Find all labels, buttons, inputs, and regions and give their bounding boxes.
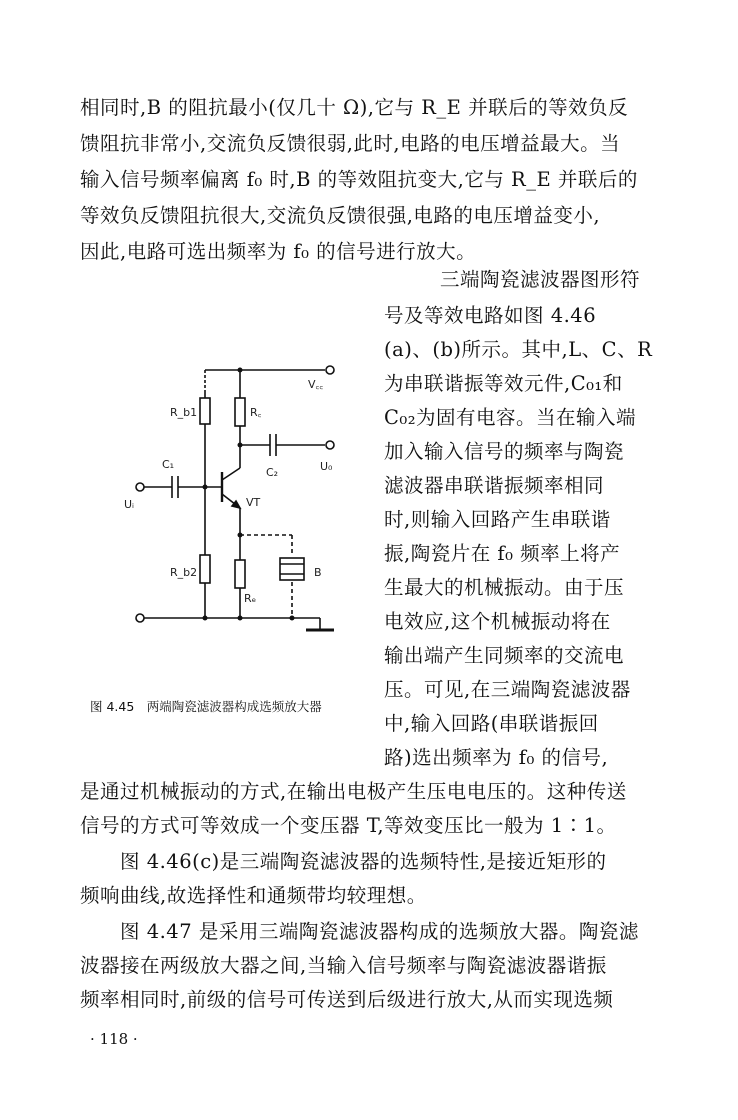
- label-b: B: [314, 566, 322, 579]
- label-ui: Uᵢ: [124, 498, 135, 511]
- label-c2: C₂: [266, 466, 279, 479]
- text-line: 加入输入信号的频率与陶瓷: [384, 440, 625, 463]
- label-uo: U₀: [320, 460, 333, 473]
- circuit-diagram: [110, 350, 370, 650]
- label-vt: VT: [246, 496, 261, 509]
- resistor-re: [235, 560, 245, 588]
- transistor-collector: [222, 468, 240, 480]
- text-line: 波器接在两级放大器之间,当输入信号频率与陶瓷滤波器谐振: [80, 954, 607, 977]
- figure-caption: 图 4.45 两端陶瓷滤波器构成选频放大器: [90, 699, 322, 714]
- text-line: 图 4.47 是采用三端陶瓷滤波器构成的选频放大器。陶瓷滤: [120, 920, 639, 943]
- text-line: 相同时,B 的阻抗最小(仅几十 Ω),它与 R_E 并联后的等效负反: [80, 96, 629, 119]
- ceramic-filter-b: [280, 558, 304, 580]
- text-line: 电效应,这个机械振动将在: [384, 610, 611, 633]
- resistor-rb2: [200, 555, 210, 583]
- text-line: 为串联谐振等效元件,C₀₁和: [384, 372, 623, 395]
- text-line: 压。可见,在三端陶瓷滤波器: [384, 678, 631, 701]
- text-line: 路)选出频率为 f₀ 的信号,: [384, 746, 609, 769]
- text-line: 三端陶瓷滤波器图形符: [440, 268, 641, 291]
- page-number: · 118 ·: [90, 1030, 138, 1048]
- text-line: 滤波器串联谐振频率相同: [384, 474, 605, 497]
- text-line: 号及等效电路如图 4.46: [384, 304, 597, 327]
- label-vcc: V꜀꜀: [308, 378, 324, 391]
- vcc-terminal: [326, 366, 334, 374]
- text-line: 是通过机械振动的方式,在输出电极产生压电电压的。这种传送: [80, 780, 627, 803]
- text-line: 输出端产生同频率的交流电: [384, 644, 625, 667]
- text-line: 中,输入回路(串联谐振回: [384, 712, 599, 735]
- text-line: 馈阻抗非常小,交流负反馈很弱,此时,电路的电压增益最大。当: [80, 132, 621, 155]
- text-line: 等效负反馈阻抗很大,交流负反馈很强,电路的电压增益变小,: [80, 204, 601, 227]
- label-rc: R꜀: [250, 406, 262, 419]
- text-line: 信号的方式可等效成一个变压器 T,等效变压比一般为 1∶1。: [80, 814, 617, 837]
- output-terminal: [326, 441, 334, 449]
- label-c1: C₁: [162, 458, 175, 471]
- text-line: 振,陶瓷片在 f₀ 频率上将产: [384, 542, 621, 565]
- resistor-rc: [235, 398, 245, 426]
- resistor-rb1: [200, 398, 210, 424]
- text-line: 频响曲线,故选择性和通频带均较理想。: [80, 884, 427, 907]
- text-line: 因此,电路可选出频率为 f₀ 的信号进行放大。: [80, 240, 477, 263]
- ground-terminal: [136, 614, 144, 622]
- label-rb1: R_b1: [170, 406, 198, 419]
- input-terminal: [136, 483, 144, 491]
- text-line: 输入信号频率偏离 f₀ 时,B 的等效阻抗变大,它与 R_E 并联后的: [80, 168, 638, 191]
- text-line: 图 4.46(c)是三端陶瓷滤波器的选频特性,是接近矩形的: [120, 850, 607, 873]
- label-re: Rₑ: [244, 592, 257, 605]
- label-rb2: R_b2: [170, 566, 198, 579]
- text-line: 时,则输入回路产生串联谐: [384, 508, 611, 531]
- text-line: 频率相同时,前级的信号可传送到后级进行放大,从而实现选频: [80, 988, 614, 1011]
- text-line: (a)、(b)所示。其中,L、C、R: [384, 338, 653, 361]
- text-line: 生最大的机械振动。由于压: [384, 576, 625, 599]
- text-line: C₀₂为固有电容。当在输入端: [384, 406, 637, 429]
